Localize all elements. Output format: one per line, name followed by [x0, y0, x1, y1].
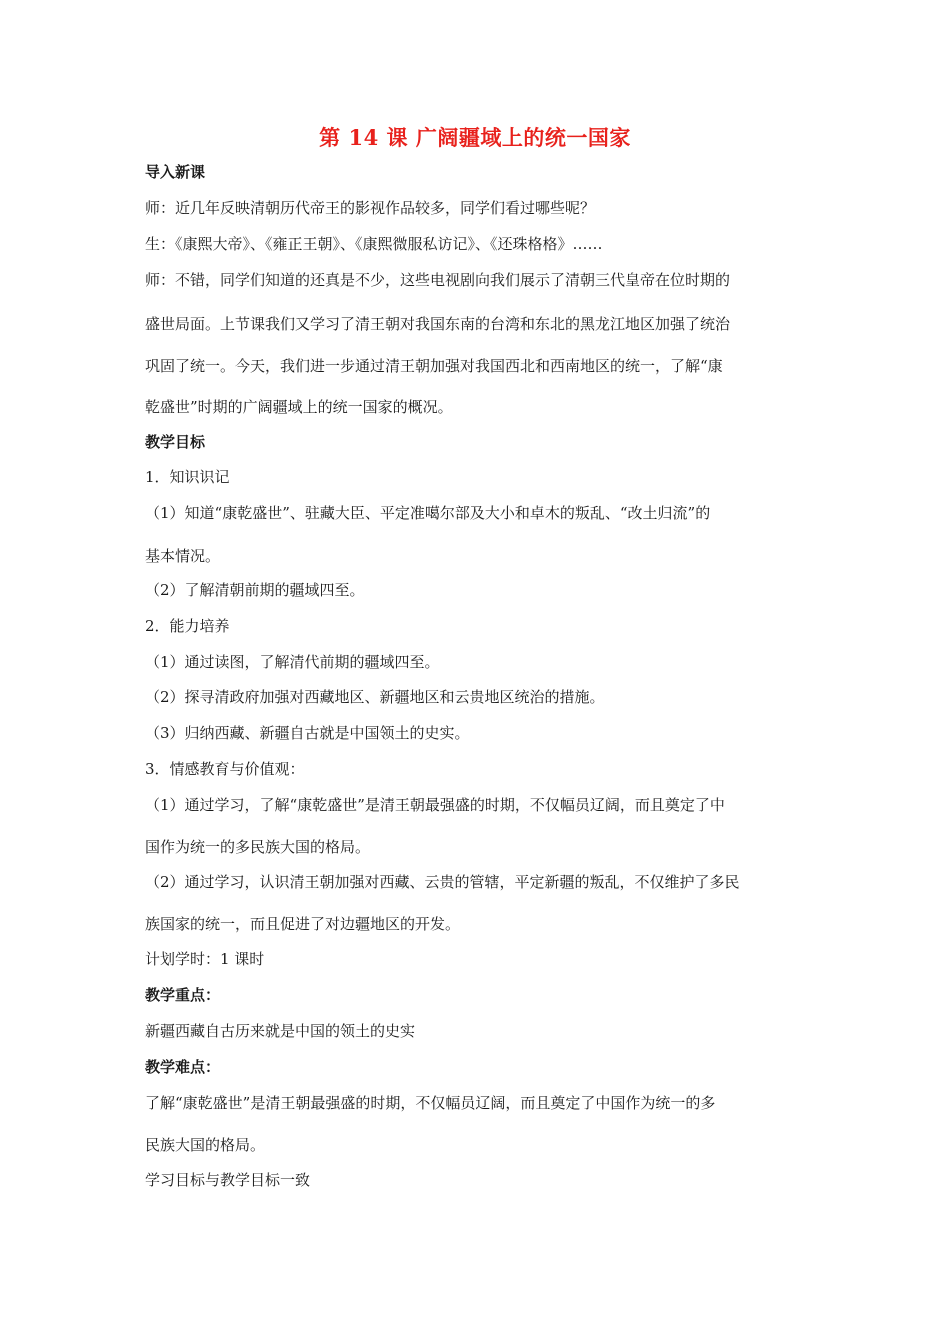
key-points-heading: 教学重点：: [145, 986, 221, 1004]
difficult-points-line-1: 了解“康乾盛世”是清王朝最强盛的时期，不仅幅员辽阔，而且奠定了中国作为统一的多: [145, 1094, 716, 1112]
objective-section-2: 2．能力培养: [145, 617, 230, 635]
intro-para-line-1: 师：不错，同学们知道的还真是不少，这些电视剧向我们展示了清朝三代皇帝在位时期的: [145, 271, 731, 289]
objective-1-item-1-line-1: （1）知道“康乾盛世”、驻藏大臣、平定准噶尔部及大小和卓木的叛乱、“改土归流”的: [145, 504, 711, 522]
objective-1-item-2: （2）了解清朝前期的疆域四至。: [145, 581, 365, 599]
objective-3-item-1-line-2: 国作为统一的多民族大国的格局。: [145, 838, 371, 856]
objective-2-item-3: （3）归纳西藏、新疆自古就是中国领土的史实。: [145, 724, 470, 742]
objective-3-item-2-line-2: 族国家的统一，而且促进了对边疆地区的开发。: [145, 915, 461, 933]
difficult-points-line-2: 民族大国的格局。: [145, 1136, 266, 1154]
objective-section-3: 3．情感教育与价值观：: [145, 760, 305, 778]
intro-line-1: 师：近几年反映清朝历代帝王的影视作品较多，同学们看过哪些呢？: [145, 199, 596, 217]
objective-section-1: 1．知识识记: [145, 468, 230, 486]
difficult-points-heading: 教学难点：: [145, 1058, 221, 1076]
objective-3-item-1-line-1: （1）通过学习，了解“康乾盛世”是清王朝最强盛的时期，不仅幅员辽阔，而且奠定了中: [145, 796, 725, 814]
objective-3-item-2-line-1: （2）通过学习，认识清王朝加强对西藏、云贵的管辖，平定新疆的叛乱，不仅维护了多民: [145, 873, 740, 891]
intro-para-line-4: 乾盛世”时期的广阔疆域上的统一国家的概况。: [145, 398, 453, 416]
objectives-heading: 教学目标: [145, 433, 206, 451]
plan-hours: 计划学时：1 课时: [145, 950, 265, 968]
intro-para-line-3: 巩固了统一。今天，我们进一步通过清王朝加强对我国西北和西南地区的统一，了解“康: [145, 357, 723, 375]
objective-2-item-2: （2）探寻清政府加强对西藏地区、新疆地区和云贵地区统治的措施。: [145, 688, 605, 706]
key-points-text: 新疆西藏自古历来就是中国的领土的史实: [145, 1022, 416, 1040]
learning-goal-note: 学习目标与教学目标一致: [145, 1171, 311, 1189]
intro-para-line-2: 盛世局面。上节课我们又学习了清王朝对我国东南的台湾和东北的黑龙江地区加强了统治: [145, 315, 731, 333]
intro-line-2: 生：《康熙大帝》、《雍正王朝》、《康熙微服私访记》、《还珠格格》……: [145, 235, 603, 253]
lesson-title: 第 14 课 广阔疆域上的统一国家: [319, 125, 631, 150]
objective-1-item-1-line-2: 基本情况。: [145, 547, 221, 565]
objective-2-item-1: （1）通过读图，了解清代前期的疆域四至。: [145, 653, 440, 671]
intro-heading: 导入新课: [145, 163, 206, 181]
